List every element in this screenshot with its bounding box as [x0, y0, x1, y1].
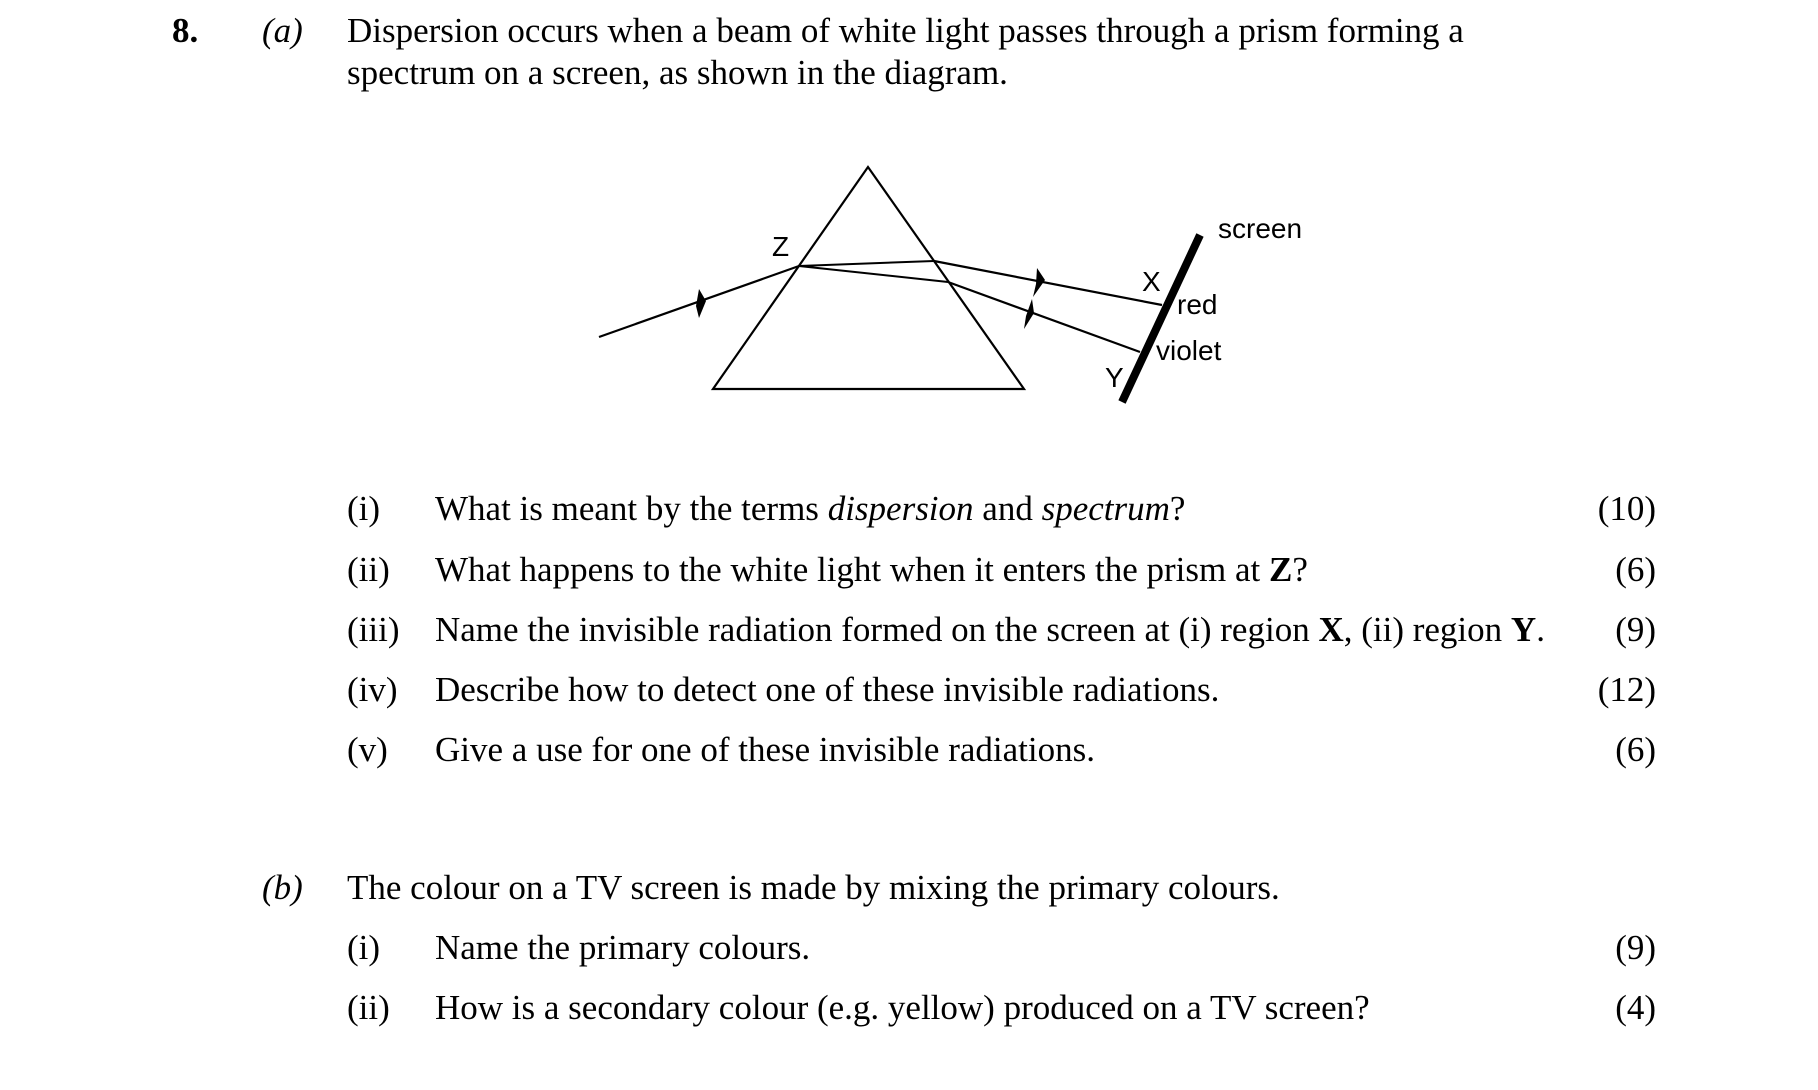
- term-spectrum: spectrum: [1041, 489, 1170, 528]
- subq-a-iii-text: [435, 612, 1545, 647]
- red-ray-arrow-icon: [1033, 268, 1045, 297]
- red-ray-inside: [799, 261, 934, 266]
- part-a-intro-line1: Dispersion occurs when a beam of white light passes through a prism forming a: [347, 11, 1464, 50]
- subq-b-ii-text: How is a secondary colour (e.g. yellow) produced on a TV screen?: [435, 988, 1370, 1027]
- question-number: 8.: [172, 11, 199, 50]
- term-dispersion: dispersion: [827, 489, 974, 528]
- text-span: .: [1536, 610, 1545, 649]
- subq-a-iii-label: (iii): [347, 610, 400, 649]
- subq-a-ii-label: (ii): [347, 550, 390, 589]
- violet-ray-arrow-icon: [1024, 299, 1034, 329]
- part-b-intro: The colour on a TV screen is made by mixing the primary colours.: [347, 868, 1280, 907]
- subq-b-ii-marks: (4): [1615, 988, 1656, 1027]
- text-span: and: [973, 489, 1042, 528]
- subq-a-v-label: (v): [347, 730, 388, 769]
- part-b-label: (b): [262, 868, 303, 907]
- subq-a-iv-label: (iv): [347, 670, 398, 709]
- text-span: ?: [1169, 489, 1186, 528]
- text-span: Name the invisible radiation formed on the screen at (i) region: [435, 610, 1319, 649]
- violet-ray-out: [948, 282, 1140, 352]
- subq-a-ii-marks: (6): [1615, 550, 1656, 589]
- subq-b-i-text: Name the primary colours.: [435, 928, 811, 967]
- subq-a-i-label: (i): [347, 489, 381, 528]
- region-x: X: [1318, 610, 1344, 649]
- label-violet: violet: [1156, 335, 1222, 366]
- subq-a-iii-marks: (9): [1615, 610, 1656, 649]
- subq-a-v-marks: (6): [1615, 730, 1656, 769]
- point-z: Z: [1268, 550, 1293, 589]
- text-span: ?: [1292, 550, 1308, 589]
- text-span: , (ii) region: [1343, 610, 1511, 649]
- label-red: red: [1177, 289, 1218, 320]
- label-z: Z: [772, 231, 790, 262]
- subq-a-iv-marks: (12): [1597, 670, 1656, 709]
- text-span: What is meant by the terms: [435, 489, 828, 528]
- label-x: X: [1142, 266, 1161, 297]
- subq-a-iv-text: Describe how to detect one of these invisible radiations.: [435, 670, 1220, 709]
- part-a-label: (a): [262, 11, 303, 50]
- subq-a-v-text: Give a use for one of these invisible radiations.: [435, 730, 1095, 769]
- subq-a-i-text: [435, 491, 1185, 526]
- violet-ray-inside: [799, 266, 948, 282]
- part-a-intro-line2: spectrum on a screen, as shown in the diagram.: [347, 53, 1008, 92]
- subq-b-i-label: (i): [347, 928, 381, 967]
- label-screen: screen: [1218, 213, 1303, 244]
- text-span: What happens to the white light when it enters the prism at: [435, 550, 1269, 589]
- label-y: Y: [1105, 362, 1124, 393]
- subq-a-ii-text: [435, 552, 1308, 587]
- prism-triangle: [713, 167, 1024, 389]
- region-y: Y: [1510, 610, 1537, 649]
- subq-a-i-marks: (10): [1597, 489, 1656, 528]
- subq-b-ii-label: (ii): [347, 988, 390, 1027]
- subq-b-i-marks: (9): [1615, 928, 1656, 967]
- incident-ray-arrow-icon: [696, 289, 706, 318]
- red-ray-out: [934, 261, 1162, 305]
